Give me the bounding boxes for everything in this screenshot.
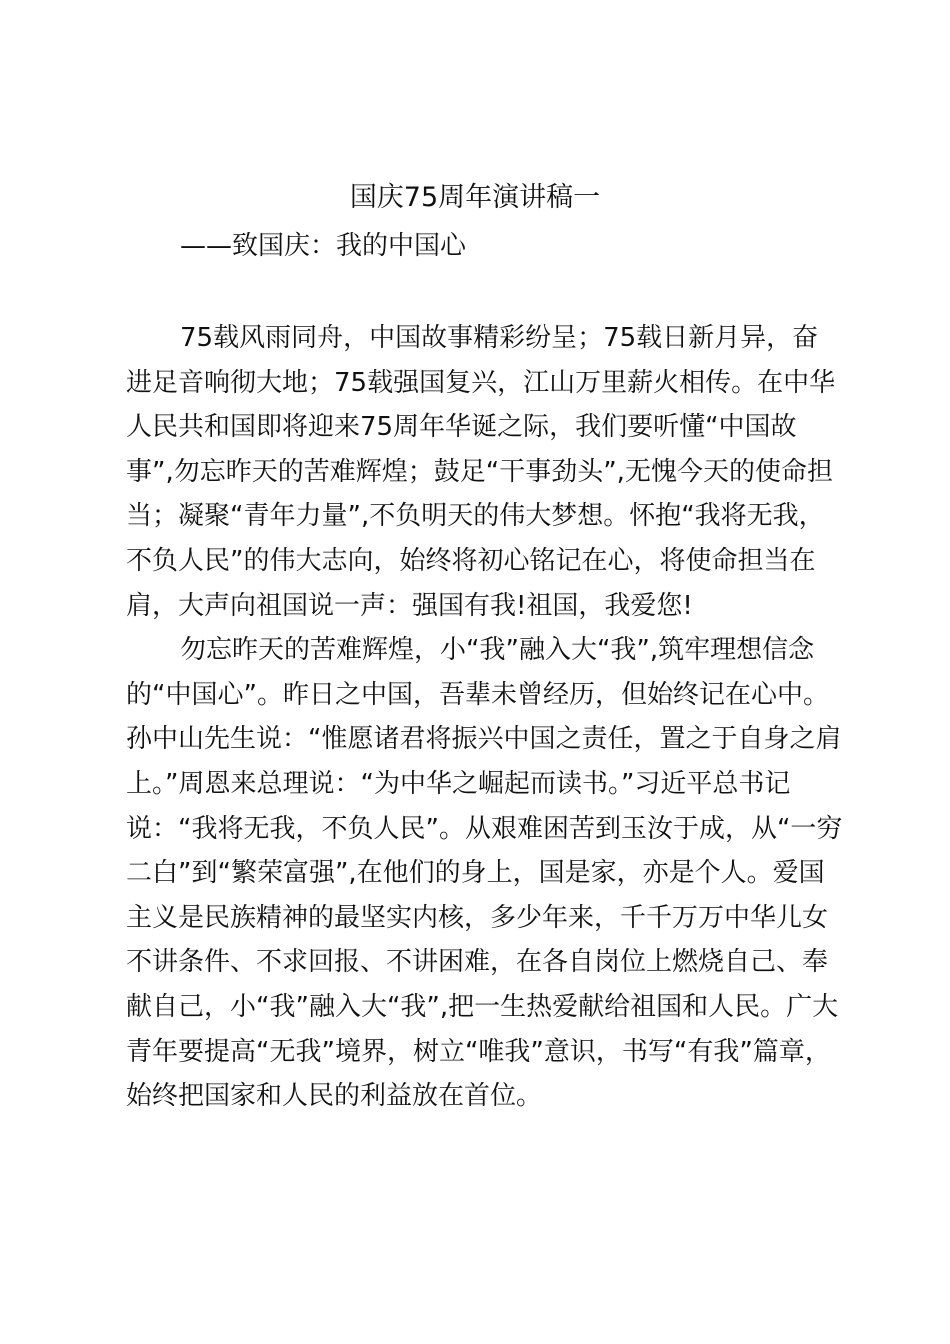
- text-line: 上。”周恩来总理说：“为中华之崛起而读书。”习近平总书记: [126, 768, 791, 799]
- text-line: 人民共和国即将迎来75周年华诞之际，我们要听懂“中国故: [126, 412, 797, 443]
- text-line: 主义是民族精神的最坚实内核，多少年来，千千万万中华儿女: [126, 902, 829, 933]
- text-line: 始终把国家和人民的利益放在首位。: [126, 1081, 543, 1112]
- text-line: 75载风雨同舟，中国故事精彩纷呈；75载日新月异，奋: [180, 323, 819, 353]
- text-line: 孙中山先生说：“惟愿诸君将振兴中国之责任，置之于自身之肩: [126, 724, 842, 755]
- text-line: 不讲条件、不求回报、不讲困难，在各自岗位上燃烧自己、奉: [126, 947, 829, 978]
- text-line: 的“中国心”。昨日之中国，吾辈未曾经历，但始终记在心中。: [126, 679, 829, 710]
- text-line: 肩，大声向祖国说一声：强国有我!祖国，我爱您!: [126, 590, 693, 621]
- paragraph-1: [126, 316, 836, 628]
- text-line: 说：“我将无我，不负人民”。从艰难困苦到玉汝于成，从“一穷: [126, 813, 843, 844]
- paragraph-2: [126, 628, 843, 1119]
- text-line: 不负人民”的伟大志向，始终将初心铭记在心，将使命担当在: [126, 545, 816, 576]
- document-title: 国庆75周年演讲稿一: [349, 182, 601, 213]
- text-line: 当；凝聚“青年力量”,不负明天的伟大梦想。怀抱“我将无我，: [126, 501, 825, 532]
- document-body: [126, 316, 843, 1119]
- text-line: 青年要提高“无我”境界，树立“唯我”意识，书写“有我”篇章，: [126, 1036, 831, 1067]
- document-subtitle: ——致国庆：我的中国心: [180, 231, 467, 261]
- text-line: 勿忘昨天的苦难辉煌，小“我”融入大“我”,筑牢理想信念: [180, 635, 815, 666]
- text-line: 事”,勿忘昨天的苦难辉煌；鼓足“干事劲头”,无愧今天的使命担: [126, 456, 833, 487]
- text-line: 献自己，小“我”融入大“我”,把一生热爱献给祖国和人民。广大: [126, 991, 839, 1022]
- text-line: 二白”到“繁荣富强”,在他们的身上，国是家，亦是个人。爱国: [126, 858, 825, 889]
- text-line: 进足音响彻大地；75载强国复兴，江山万里薪火相传。在中华: [126, 367, 836, 398]
